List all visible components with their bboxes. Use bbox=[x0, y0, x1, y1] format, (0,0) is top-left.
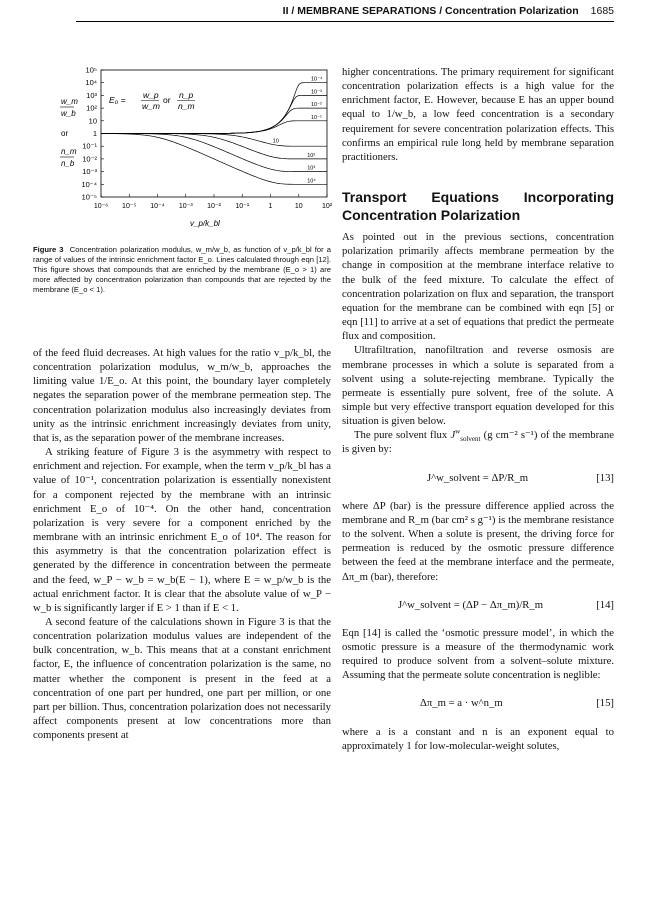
equation-15 bbox=[342, 696, 614, 710]
y-label-nb: n_b bbox=[61, 159, 75, 168]
p3-end: (g cm⁻² s⁻¹) of the membrane is given by: bbox=[342, 429, 615, 456]
plot-area bbox=[81, 66, 332, 211]
right-paragraph-4: where ΔP (bar) is the pressure difference applied across the membrane and R_m (bar cm² s g⁻¹) is the membrane resistance to the solvent. When a solute is present, the driving force for permeation is reduced by the osmotic pressure difference between the feed at the membrane interface and the permeate, Δπ_m (bar), therefore: bbox=[342, 499, 614, 583]
y-tick-label: 10⁻¹ bbox=[82, 141, 97, 151]
eq14-body: J^w_solvent = (ΔP − Δπ_m)/R_m bbox=[398, 598, 544, 611]
x-tick-label: 10² bbox=[321, 203, 333, 210]
eq13-body: J^w_solvent = ΔP/R_m bbox=[427, 471, 529, 484]
page-number: 1685 bbox=[590, 5, 614, 17]
y-label-wb: w_b bbox=[61, 109, 76, 118]
curve-label: 10⁻⁴ bbox=[311, 76, 323, 83]
right-paragraph-0: higher concentrations. The primary requirement for significant concentration polarization effects is a high value for the enrichment factor, E. However, because E has an upper bound equal to 1/w_b, a low feed concentration is a secondary requirement for severe concentration polarization effects. This confirms an empirical rule long held by membrane separation practitioners. bbox=[342, 66, 614, 163]
eq13-number: [13] bbox=[596, 471, 614, 484]
right-paragraph-6: where a is a constant and n is an exponent equal to approximately 1 for low-molecular-weight solutes, bbox=[342, 725, 614, 752]
x-tick-label: 10 bbox=[294, 203, 303, 210]
right-paragraph-5: Eqn [14] is called the ‘osmotic pressure model’, in which the osmotic pressure is a measure of the thermodynamic work required to produce solvent from a solvent–solute mixture. Assuming that the permeate solute concentration is neglible: bbox=[342, 626, 614, 682]
y-tick-label: 10⁵ bbox=[85, 65, 97, 75]
figure-3-chart bbox=[55, 62, 340, 240]
x-tick-label: 10⁻³ bbox=[178, 203, 193, 210]
x-tick-label: 10⁻⁵ bbox=[122, 203, 137, 210]
y-tick-label: 10⁻² bbox=[82, 154, 97, 164]
curves bbox=[101, 83, 327, 185]
p3-start: The pure solvent flux bbox=[354, 429, 448, 442]
running-title: II / MEMBRANE SEPARATIONS / Concentration Polarization bbox=[282, 5, 579, 17]
y-tick-label: 10³ bbox=[86, 90, 97, 100]
curve-label: 10³ bbox=[307, 165, 316, 172]
eq-lhs: E₀ = bbox=[109, 95, 126, 105]
y-label-wm: w_m bbox=[61, 97, 78, 106]
x-tick-label: 10⁻¹ bbox=[235, 203, 250, 210]
left-paragraph-2: A striking feature of Figure 3 is the asymmetry with respect to enrichment and rejection. For example, when the term v_p/k_bl has a value of 10⁻¹, concentration polarization is essentially nonexistent for a component rejected by the membrane with an intrinsic enrichment E_o of 10⁻⁴. On the other hand, concentration polarization is very severe for a component enriched by the membrane with an intrinsic enrichment E_o of 10⁴. The reason for this asymmetry is that the concentration polarization effect is generated by the difference in concentration between the permeate and the feed, w_P − w_b = w_b(E − 1), where E = w_p/w_b is the actual enrichment factor. It is clear that the absolute value of w_P − w_b is significantly larger if E > 1 than if E < 1. bbox=[33, 446, 331, 614]
curve-line bbox=[101, 134, 327, 172]
right-paragraph-1: As pointed out in the previous sections, concentration polarization primarily affects membrane permeation by the change in composition at the membrane interface relative to the bulk of the feed mixture. To calculate the effect of concentration polarization on flux and separation, the transport equation for the membrane can be combined with eqn [5] or eqn [11] to arrive at a set of equations that predict the permeate flux and composition. bbox=[342, 231, 614, 343]
curve-line bbox=[101, 83, 327, 134]
curve-labels bbox=[273, 76, 323, 185]
x-tick-label: 10⁻⁴ bbox=[150, 203, 165, 210]
y-tick-label: 10⁻⁴ bbox=[81, 179, 97, 189]
y-tick-label: 10 bbox=[88, 116, 97, 126]
section-title: Transport Equations Incorporating Concentration Polarization bbox=[342, 189, 614, 223]
x-axis-ticks bbox=[94, 194, 333, 210]
caption-text: Concentration polarization modulus, w_m/w_b, as function of v_p/k_bl for a range of values of the intrinsic enrichment factor E_o. Lines calculated through eqn [12]. This figure shows that compounds that are enriched by the membrane (E_o > 1) are more affected by concentration polarization than compounds that are rejected by the membrane (E_o < 1). bbox=[33, 245, 331, 295]
x-tick-label: 10⁻² bbox=[207, 203, 221, 210]
x-tick-label: 1 bbox=[268, 203, 273, 210]
equation-14 bbox=[342, 598, 614, 612]
left-column bbox=[33, 346, 331, 742]
curve-line bbox=[101, 134, 327, 147]
right-column bbox=[342, 65, 614, 753]
equation-13 bbox=[342, 471, 614, 485]
curve-line bbox=[101, 95, 327, 133]
y-tick-label: 10⁻⁵ bbox=[81, 192, 97, 202]
y-axis-label bbox=[60, 97, 78, 168]
left-paragraph-1: of the feed fluid decreases. At high values for the ratio v_p/k_bl, the concentration polarization modulus, w_m/w_b, approaches the limiting value 1/E_o. At this point, the boundary layer completely negates the separation power of the membrane permeation step. The concentration polarization modulus also increasingly deviates from unity as the intrinsic enrichment increasingly deviates from unity, that is, as the separation power of the membrane increases. bbox=[33, 347, 331, 444]
right-paragraph-3: The pure solvent flux $J^w_{solvent}$ (g cm⁻² s⁻¹) of the membrane is given by: bbox=[342, 427, 615, 456]
figure-caption bbox=[33, 245, 331, 295]
caption-label: Figure 3 bbox=[33, 245, 64, 254]
left-paragraph-3: A second feature of the calculations shown in Figure 3 is that the concentration polarization modulus values are independent of the bulk concentration, w_b. This means that at a constant enrichment factor, E, the influence of concentration polarization is the same, no matter whether the component is present in the feed at a concentration of one part per hundred, one part per million, or one part per billion. Thus, concentration polarization does not necessarily affect components present at low concentrations more than components present at bbox=[33, 615, 331, 742]
y-label-nm: n_m bbox=[61, 147, 77, 156]
enrichment-equation bbox=[109, 90, 195, 111]
y-tick-label: 1 bbox=[92, 129, 97, 138]
curve-label: 10⁻¹ bbox=[311, 114, 322, 121]
curve-line bbox=[101, 121, 327, 134]
eq14-number: [14] bbox=[596, 598, 614, 611]
y-tick-label: 10² bbox=[86, 103, 97, 113]
eq-frac2-den: n_m bbox=[178, 101, 195, 111]
right-paragraph-2: Ultrafiltration, nanofiltration and reverse osmosis are membrane processes in which a solute is separated from a solvent using a solute-rejecting membrane. Typically the permeate is essentially pure solvent, free of the solute. A simple but very effective transport equation developed for this situation is given below. bbox=[342, 344, 614, 428]
header-rule bbox=[76, 21, 614, 22]
curve-label: 10⁴ bbox=[307, 178, 316, 185]
eq-frac1-den: w_m bbox=[142, 101, 160, 111]
x-tick-label: 10⁻⁶ bbox=[93, 203, 109, 210]
y-tick-label: 10⁻³ bbox=[82, 167, 97, 177]
eq-or: or bbox=[163, 95, 171, 105]
eq-frac1-num: w_p bbox=[143, 90, 159, 100]
y-label-or: or bbox=[61, 129, 69, 138]
curve-label: 10 bbox=[272, 138, 279, 145]
y-tick-label: 10⁴ bbox=[85, 78, 97, 88]
eq15-number: [15] bbox=[596, 697, 614, 710]
curve-label: 10² bbox=[307, 152, 316, 159]
x-axis-label: v_p/k_bl bbox=[190, 219, 220, 228]
eq-frac2-num: n_p bbox=[179, 90, 194, 100]
eq15-body: Δπ_m = a · w^n_m bbox=[420, 697, 503, 710]
curve-label: 10⁻² bbox=[311, 102, 322, 109]
running-header bbox=[0, 0, 614, 26]
curve-label: 10⁻³ bbox=[311, 89, 322, 96]
